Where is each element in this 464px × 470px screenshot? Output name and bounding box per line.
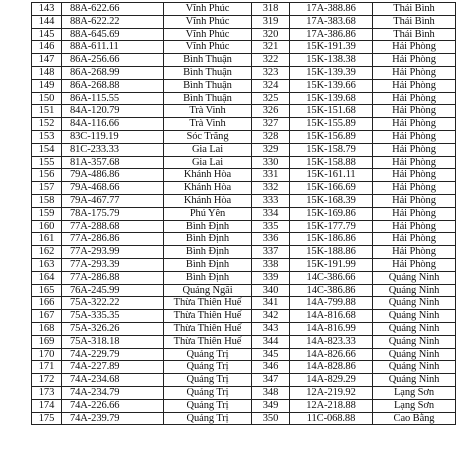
province-cell-right: Quảng Ninh [373, 374, 456, 387]
province-cell-left: Quảng Trị [164, 399, 252, 412]
table-row [32, 105, 456, 118]
index-cell-right: 320 [252, 28, 290, 41]
province-cell-left: Bình Định [164, 271, 252, 284]
plate-cell-left: 74A-234.79 [62, 386, 164, 399]
index-cell-left: 168 [32, 322, 62, 335]
index-cell-left: 157 [32, 182, 62, 195]
table-row [32, 386, 456, 399]
index-cell-left: 151 [32, 105, 62, 118]
province-cell-right: Quảng Ninh [373, 297, 456, 310]
index-cell-left: 144 [32, 15, 62, 28]
province-cell-left: Quảng Trị [164, 348, 252, 361]
table-row [32, 156, 456, 169]
plate-cell-right: 15K-138.38 [290, 54, 373, 67]
plate-cell-right: 14A-823.33 [290, 335, 373, 348]
province-cell-right: Hải Phòng [373, 143, 456, 156]
index-cell-left: 153 [32, 130, 62, 143]
plate-cell-left: 83C-119.19 [62, 130, 164, 143]
index-cell-right: 325 [252, 92, 290, 105]
province-cell-left: Bình Định [164, 233, 252, 246]
province-cell-left: Khánh Hòa [164, 182, 252, 195]
index-cell-right: 350 [252, 412, 290, 425]
index-cell-right: 334 [252, 207, 290, 220]
plate-cell-left: 86A-268.88 [62, 79, 164, 92]
plate-cell-left: 79A-486.86 [62, 169, 164, 182]
province-cell-right: Hải Phòng [373, 258, 456, 271]
plate-cell-right: 15K-168.39 [290, 194, 373, 207]
index-cell-right: 323 [252, 66, 290, 79]
index-cell-left: 145 [32, 28, 62, 41]
index-cell-right: 348 [252, 386, 290, 399]
province-cell-right: Hải Phòng [373, 54, 456, 67]
province-cell-right: Hải Phòng [373, 79, 456, 92]
plate-cell-left: 75A-322.22 [62, 297, 164, 310]
index-cell-left: 143 [32, 3, 62, 16]
province-cell-right: Lạng Sơn [373, 386, 456, 399]
province-cell-right: Quảng Ninh [373, 361, 456, 374]
table-row [32, 310, 456, 323]
index-cell-left: 163 [32, 258, 62, 271]
table-row [32, 220, 456, 233]
plate-cell-right: 15K-151.68 [290, 105, 373, 118]
province-cell-right: Lạng Sơn [373, 399, 456, 412]
plate-cell-right: 15K-191.39 [290, 41, 373, 54]
index-cell-left: 154 [32, 143, 62, 156]
index-cell-right: 341 [252, 297, 290, 310]
table-row [32, 361, 456, 374]
index-cell-right: 337 [252, 246, 290, 259]
province-cell-left: Thừa Thiên Huế [164, 310, 252, 323]
plate-cell-right: 15K-191.99 [290, 258, 373, 271]
province-cell-right: Cao Bằng [373, 412, 456, 425]
index-cell-left: 171 [32, 361, 62, 374]
table-row [32, 66, 456, 79]
province-cell-right: Hải Phòng [373, 118, 456, 131]
table-row [32, 130, 456, 143]
index-cell-right: 326 [252, 105, 290, 118]
province-cell-right: Hải Phòng [373, 169, 456, 182]
index-cell-left: 164 [32, 271, 62, 284]
index-cell-right: 339 [252, 271, 290, 284]
province-cell-left: Bình Thuận [164, 54, 252, 67]
province-cell-left: Quảng Trị [164, 361, 252, 374]
index-cell-left: 167 [32, 310, 62, 323]
province-cell-left: Thừa Thiên Huế [164, 322, 252, 335]
table-row [32, 118, 456, 131]
province-cell-right: Hải Phòng [373, 105, 456, 118]
table-row [32, 348, 456, 361]
index-cell-left: 152 [32, 118, 62, 131]
plate-cell-left: 86A-256.66 [62, 54, 164, 67]
index-cell-left: 170 [32, 348, 62, 361]
plate-cell-right: 15K-177.79 [290, 220, 373, 233]
province-cell-left: Bình Thuận [164, 79, 252, 92]
table-row [32, 15, 456, 28]
plate-cell-right: 14A-799.88 [290, 297, 373, 310]
table-row [32, 322, 456, 335]
index-cell-left: 166 [32, 297, 62, 310]
province-cell-left: Bình Thuận [164, 92, 252, 105]
plate-cell-right: 14A-816.99 [290, 322, 373, 335]
table-row [32, 92, 456, 105]
index-cell-right: 324 [252, 79, 290, 92]
province-cell-right: Hải Phòng [373, 220, 456, 233]
index-cell-left: 161 [32, 233, 62, 246]
plate-cell-right: 14C-386.86 [290, 284, 373, 297]
plate-cell-right: 15K-166.69 [290, 182, 373, 195]
province-cell-left: Gia Lai [164, 143, 252, 156]
plate-cell-left: 74A-226.66 [62, 399, 164, 412]
table-row [32, 258, 456, 271]
plate-cell-left: 77A-288.68 [62, 220, 164, 233]
province-cell-left: Bình Định [164, 246, 252, 259]
province-cell-left: Bình Định [164, 258, 252, 271]
province-cell-left: Bình Thuận [164, 66, 252, 79]
province-cell-left: Quảng Trị [164, 412, 252, 425]
plate-cell-left: 75A-318.18 [62, 335, 164, 348]
plate-cell-left: 74A-229.79 [62, 348, 164, 361]
table-row [32, 79, 456, 92]
plate-cell-right: 15K-158.88 [290, 156, 373, 169]
index-cell-left: 169 [32, 335, 62, 348]
index-cell-right: 335 [252, 220, 290, 233]
plate-cell-left: 77A-286.88 [62, 271, 164, 284]
index-cell-right: 319 [252, 15, 290, 28]
province-cell-right: Hải Phòng [373, 246, 456, 259]
province-cell-left: Thừa Thiên Huế [164, 297, 252, 310]
index-cell-right: 342 [252, 310, 290, 323]
province-cell-left: Quảng Trị [164, 386, 252, 399]
table-row [32, 143, 456, 156]
index-cell-right: 329 [252, 143, 290, 156]
index-cell-left: 173 [32, 386, 62, 399]
index-cell-left: 155 [32, 156, 62, 169]
table-row [32, 246, 456, 259]
plate-cell-right: 14A-816.68 [290, 310, 373, 323]
plate-cell-right: 17A-383.68 [290, 15, 373, 28]
plate-cell-right: 11C-068.88 [290, 412, 373, 425]
table-row [32, 194, 456, 207]
plate-cell-right: 14A-829.29 [290, 374, 373, 387]
province-cell-left: Vĩnh Phúc [164, 15, 252, 28]
plate-cell-left: 88A-611.11 [62, 41, 164, 54]
plate-cell-right: 12A-219.92 [290, 386, 373, 399]
plate-cell-left: 75A-335.35 [62, 310, 164, 323]
index-cell-right: 344 [252, 335, 290, 348]
plate-cell-left: 77A-293.39 [62, 258, 164, 271]
province-cell-right: Quảng Ninh [373, 271, 456, 284]
table-row [32, 3, 456, 16]
plate-cell-left: 77A-286.86 [62, 233, 164, 246]
table-row [32, 399, 456, 412]
plate-cell-right: 15K-169.86 [290, 207, 373, 220]
table-row [32, 271, 456, 284]
index-cell-right: 331 [252, 169, 290, 182]
plate-cell-right: 15K-155.89 [290, 118, 373, 131]
index-cell-left: 160 [32, 220, 62, 233]
index-cell-left: 162 [32, 246, 62, 259]
plate-cell-left: 79A-467.77 [62, 194, 164, 207]
province-cell-left: Vĩnh Phúc [164, 3, 252, 16]
plate-cell-left: 74A-239.79 [62, 412, 164, 425]
plate-cell-left: 84A-120.79 [62, 105, 164, 118]
index-cell-left: 159 [32, 207, 62, 220]
province-cell-left: Vĩnh Phúc [164, 28, 252, 41]
plate-cell-right: 14A-826.66 [290, 348, 373, 361]
plate-cell-right: 14C-386.66 [290, 271, 373, 284]
plate-cell-right: 12A-218.88 [290, 399, 373, 412]
table-row [32, 335, 456, 348]
plate-cell-right: 15K-139.66 [290, 79, 373, 92]
table-row [32, 412, 456, 425]
index-cell-right: 340 [252, 284, 290, 297]
plate-cell-right: 17A-388.86 [290, 3, 373, 16]
index-cell-right: 343 [252, 322, 290, 335]
index-cell-left: 165 [32, 284, 62, 297]
plate-cell-left: 78A-175.79 [62, 207, 164, 220]
province-cell-left: Vĩnh Phúc [164, 41, 252, 54]
index-cell-right: 318 [252, 3, 290, 16]
plate-cell-right: 14A-828.86 [290, 361, 373, 374]
index-cell-left: 158 [32, 194, 62, 207]
index-cell-left: 149 [32, 79, 62, 92]
province-cell-right: Hải Phòng [373, 182, 456, 195]
plate-cell-right: 15K-186.86 [290, 233, 373, 246]
province-cell-left: Gia Lai [164, 156, 252, 169]
index-cell-right: 332 [252, 182, 290, 195]
plate-cell-left: 75A-326.26 [62, 322, 164, 335]
province-cell-left: Trà Vinh [164, 105, 252, 118]
index-cell-right: 338 [252, 258, 290, 271]
province-cell-right: Quảng Ninh [373, 335, 456, 348]
plate-cell-left: 88A-645.69 [62, 28, 164, 41]
plate-cell-left: 84A-116.66 [62, 118, 164, 131]
index-cell-right: 347 [252, 374, 290, 387]
province-cell-right: Hải Phòng [373, 41, 456, 54]
table-row [32, 207, 456, 220]
province-cell-right: Quảng Ninh [373, 322, 456, 335]
index-cell-right: 328 [252, 130, 290, 143]
province-cell-left: Sóc Trăng [164, 130, 252, 143]
table-row [32, 41, 456, 54]
table-row [32, 374, 456, 387]
plate-cell-left: 88A-622.22 [62, 15, 164, 28]
province-cell-right: Quảng Ninh [373, 310, 456, 323]
index-cell-right: 345 [252, 348, 290, 361]
table-row [32, 28, 456, 41]
index-cell-left: 156 [32, 169, 62, 182]
plate-cell-left: 76A-245.99 [62, 284, 164, 297]
table-row [32, 284, 456, 297]
plate-cell-left: 74A-234.68 [62, 374, 164, 387]
license-plate-table [31, 2, 456, 425]
province-cell-right: Hải Phòng [373, 92, 456, 105]
plate-cell-left: 77A-293.99 [62, 246, 164, 259]
index-cell-left: 175 [32, 412, 62, 425]
province-cell-left: Khánh Hòa [164, 169, 252, 182]
province-cell-right: Hải Phòng [373, 66, 456, 79]
index-cell-left: 172 [32, 374, 62, 387]
province-cell-right: Quảng Ninh [373, 284, 456, 297]
plate-cell-left: 74A-227.89 [62, 361, 164, 374]
index-cell-right: 327 [252, 118, 290, 131]
index-cell-left: 147 [32, 54, 62, 67]
province-cell-right: Quảng Ninh [373, 348, 456, 361]
plate-cell-right: 15K-188.86 [290, 246, 373, 259]
province-cell-right: Hải Phòng [373, 130, 456, 143]
plate-cell-left: 86A-268.99 [62, 66, 164, 79]
index-cell-right: 349 [252, 399, 290, 412]
index-cell-right: 322 [252, 54, 290, 67]
table-row [32, 54, 456, 67]
plate-cell-right: 15K-139.39 [290, 66, 373, 79]
province-cell-right: Thái Bình [373, 28, 456, 41]
province-cell-right: Hải Phòng [373, 207, 456, 220]
province-cell-left: Phú Yên [164, 207, 252, 220]
index-cell-right: 330 [252, 156, 290, 169]
plate-cell-left: 81C-233.33 [62, 143, 164, 156]
province-cell-right: Hải Phòng [373, 233, 456, 246]
plate-cell-left: 86A-115.55 [62, 92, 164, 105]
plate-cell-left: 79A-468.66 [62, 182, 164, 195]
province-cell-left: Bình Định [164, 220, 252, 233]
table-row [32, 182, 456, 195]
plate-cell-right: 17A-386.86 [290, 28, 373, 41]
province-cell-left: Quảng Trị [164, 374, 252, 387]
plate-cell-right: 15K-156.89 [290, 130, 373, 143]
table-row [32, 233, 456, 246]
index-cell-left: 150 [32, 92, 62, 105]
province-cell-right: Hải Phòng [373, 194, 456, 207]
table-row [32, 169, 456, 182]
index-cell-left: 174 [32, 399, 62, 412]
index-cell-right: 336 [252, 233, 290, 246]
plate-cell-right: 15K-158.79 [290, 143, 373, 156]
province-cell-left: Khánh Hòa [164, 194, 252, 207]
plate-cell-left: 88A-622.66 [62, 3, 164, 16]
index-cell-right: 333 [252, 194, 290, 207]
province-cell-right: Hải Phòng [373, 156, 456, 169]
plate-cell-right: 15K-139.68 [290, 92, 373, 105]
index-cell-right: 321 [252, 41, 290, 54]
province-cell-right: Thái Bình [373, 3, 456, 16]
province-cell-left: Quảng Ngãi [164, 284, 252, 297]
plate-cell-right: 15K-161.11 [290, 169, 373, 182]
index-cell-left: 146 [32, 41, 62, 54]
province-cell-left: Thừa Thiên Huế [164, 335, 252, 348]
plate-cell-left: 81A-357.68 [62, 156, 164, 169]
province-cell-right: Thái Bình [373, 15, 456, 28]
index-cell-left: 148 [32, 66, 62, 79]
table-row [32, 297, 456, 310]
province-cell-left: Trà Vinh [164, 118, 252, 131]
index-cell-right: 346 [252, 361, 290, 374]
